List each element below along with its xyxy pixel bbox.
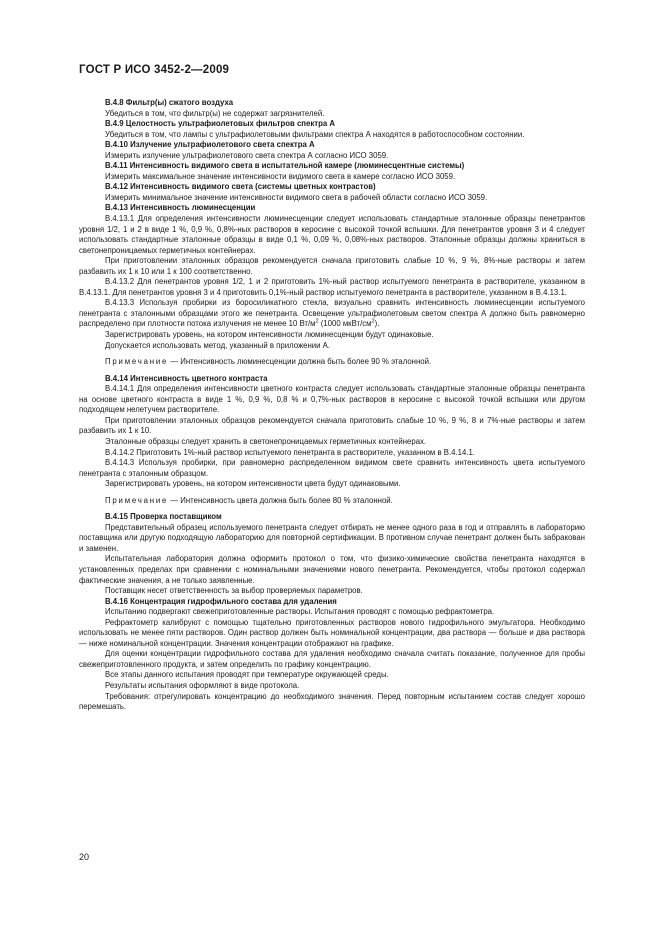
body-paragraph: Допускается использовать метод, указанный в приложении А.: [105, 340, 331, 350]
note-paragraph: Примечание — Интенсивность цвета должна быть более 80 % эталонной.: [105, 495, 393, 505]
section-heading: В.4.10 Излучение ультрафиолетового света спектра А: [105, 140, 315, 150]
body-paragraph: В.4.14.3 Используя пробирки, при равномерно распределенном видимом свете сравнить интенсивность цвета испытуемого пенетранта с эталонным образцом.: [79, 458, 585, 478]
body-paragraph: Зарегистрировать уровень, на котором интенсивности цвета будут одинаковыми.: [105, 479, 401, 489]
body-paragraph: Для оценки концентрации гидрофильного состава для удаления необходимо сначала считать показание, полученное для пробы свежеприготовленного продукта, и затем определить по графику концентрацию.: [79, 649, 585, 669]
body-paragraph: Испытательная лаборатория должна оформить протокол о том, что физико-химические свойства пенетранта находятся в установленных пределах при сравнении с номинальными значениями нового пенетранта. Рекомендуется, чтобы протокол содержал фактические значения, а не только заявленные.: [79, 554, 585, 585]
section-heading: В.4.12 Интенсивность видимого света (системы цветных контрастов): [105, 182, 376, 192]
body-paragraph: При приготовлении эталонных образцов рекомендуется сначала приготовить слабые 10 %, 9 %, 8 и 7%-ные растворы и затем разбавить их 1 к 10.: [79, 415, 585, 436]
body-paragraph: Рефрактометр калибруют с помощью тщательно приготовленных растворов нового гидрофильного эмульгатора. Необходимо использовать не менее пяти растворов. Один раствор должен быть номинальной концентрации, два раствора — больше и два раствора — ниже номинальной концентрации. Значения концентрации отображают на графике.: [79, 617, 585, 648]
body-paragraph: В.4.13.3 Используя пробирки из боросиликатного стекла, визуально сравнить интенсивность люминесценции испытуемого пенетранта с эталонными образцами этого же пенетранта. Освещение ультрафиолетовым светом спектра А должно быть равномерно распределено при плотности потока излучения не менее 10 $Вт/м^2$ (1000 мкВт/$см^2$).: [79, 298, 585, 329]
body-paragraph: В.4.13.1 Для определения интенсивности люминесценции следует использовать стандартные эталонные образцы пенетрантов уровня 1/2, 1 и 2 в виде 1 %, 0,9 %, 0,8%-ных растворов в керосине с высокой точкой вспышки. Для пенетрантов уровня 3 и 4 следует использовать стандартные эталонные образцы в виде 0,1 %, 0,09 %, 0,08%-ных растворов. Эталонные образцы должны храниться в светонепроницаемых герметичных контейнерах.: [79, 214, 585, 255]
body-paragraph: Убедиться в том, что лампы с ультрафиолетовыми фильтрами спектра А находятся в работоспособном состоянии.: [105, 129, 525, 139]
body-paragraph: Измерить минимальное значение интенсивности видимого света в рабочей области согласно ИСО 3059.: [105, 192, 488, 202]
body-paragraph: Убедиться в том, что фильтр(ы) не содержат загрязнителей.: [105, 108, 325, 118]
body-paragraph: Измерить излучение ультрафиолетового света спектра А согласно ИСО 3059.: [105, 150, 389, 160]
section-heading: В.4.13 Интенсивность люминесценции: [105, 203, 256, 213]
body-paragraph: В.4.14.2 Приготовить 1%-ный раствор испытуемого пенетранта в растворителе, указанном в В.4.14.1.: [105, 447, 475, 457]
document-code: ГОСТ Р ИСО 3452-2—2009: [79, 64, 230, 76]
page-number: 20: [79, 852, 90, 862]
body-paragraph: Зарегистрировать уровень, на котором интенсивности люминесценции будут одинаковые.: [105, 330, 434, 340]
section-heading: В.4.15 Проверка поставщиком: [105, 512, 222, 522]
body-paragraph: Все этапы данного испытания проводят при температуре окружающей среды.: [105, 670, 389, 680]
body-paragraph: Эталонные образцы следует хранить в светонепроницаемых герметичных контейнерах.: [105, 436, 427, 446]
body-paragraph: Требования: отрегулировать концентрацию до необходимого значения. Перед повторным испытанием состав следует хорошо перемешать.: [79, 691, 585, 712]
section-heading: В.4.11 Интенсивность видимого света в испытательной камере (люминесцентные системы): [105, 161, 465, 171]
body-paragraph: Поставщик несет ответственность за выбор проверяемых параметров.: [105, 586, 363, 596]
note-label: Примечание: [105, 495, 169, 505]
note-paragraph: Примечание — Интенсивность люминесценции должна быть более 90 % эталонной.: [105, 357, 432, 367]
body-paragraph: Результаты испытания оформляют в виде протокола.: [105, 680, 300, 690]
section-heading: В.4.14 Интенсивность цветного контраста: [105, 373, 268, 383]
note-label: Примечание: [105, 357, 169, 367]
document-body: [79, 98, 585, 713]
section-heading: В.4.8 Фильтр(ы) сжатого воздуха: [105, 98, 234, 107]
body-paragraph: Измерить максимальное значение интенсивности видимого света в камере согласно ИСО 3059.: [105, 171, 456, 181]
section-heading: В.4.16 Концентрация гидрофильного состава для удаления: [105, 596, 337, 606]
body-paragraph: Испытанию подвергают свежеприготовленные растворы. Испытания проводят с помощью рефрактометра.: [105, 607, 495, 617]
body-paragraph: В.4.13.2 Для пенетрантов уровня 1/2, 1 и 2 приготовить 1%-ный раствор испытуемого пенетранта в растворителе, указанном в В.4.13.1. Для пенетрантов уровня 3 и 4 приготовить 0,1%-ный раствор испытуемого пенетранта в растворителе, указанном в В.4.13.1.: [79, 277, 585, 297]
body-paragraph: При приготовлении эталонных образцов рекомендуется сначала приготовить слабые 10 %, 9 %, 8%-ные растворы и затем разбавить их 1 к 10 или 1 к 100 соответственно.: [79, 256, 585, 276]
section-heading: В.4.9 Целостность ультрафиолетовых фильтров спектра А: [105, 119, 335, 129]
body-paragraph: Представительный образец используемого пенетранта следует отбирать не менее одного раза в год и отправлять в лабораторию поставщика или другую подходящую лабораторию для повторной сертификации. В противном случае пенетрант должен быть забракован и заменен.: [79, 522, 585, 553]
body-paragraph: В.4.14.1 Для определения интенсивности цветного контраста следует использовать стандартные эталонные образцы пенетранта на основе цветного контраста в виде 1 %, 0,9 %, 0,8 % и 0,7%-ных растворов в керосине с высокой точкой вспышки или другом подходящем нелетучем растворителе.: [79, 384, 585, 415]
